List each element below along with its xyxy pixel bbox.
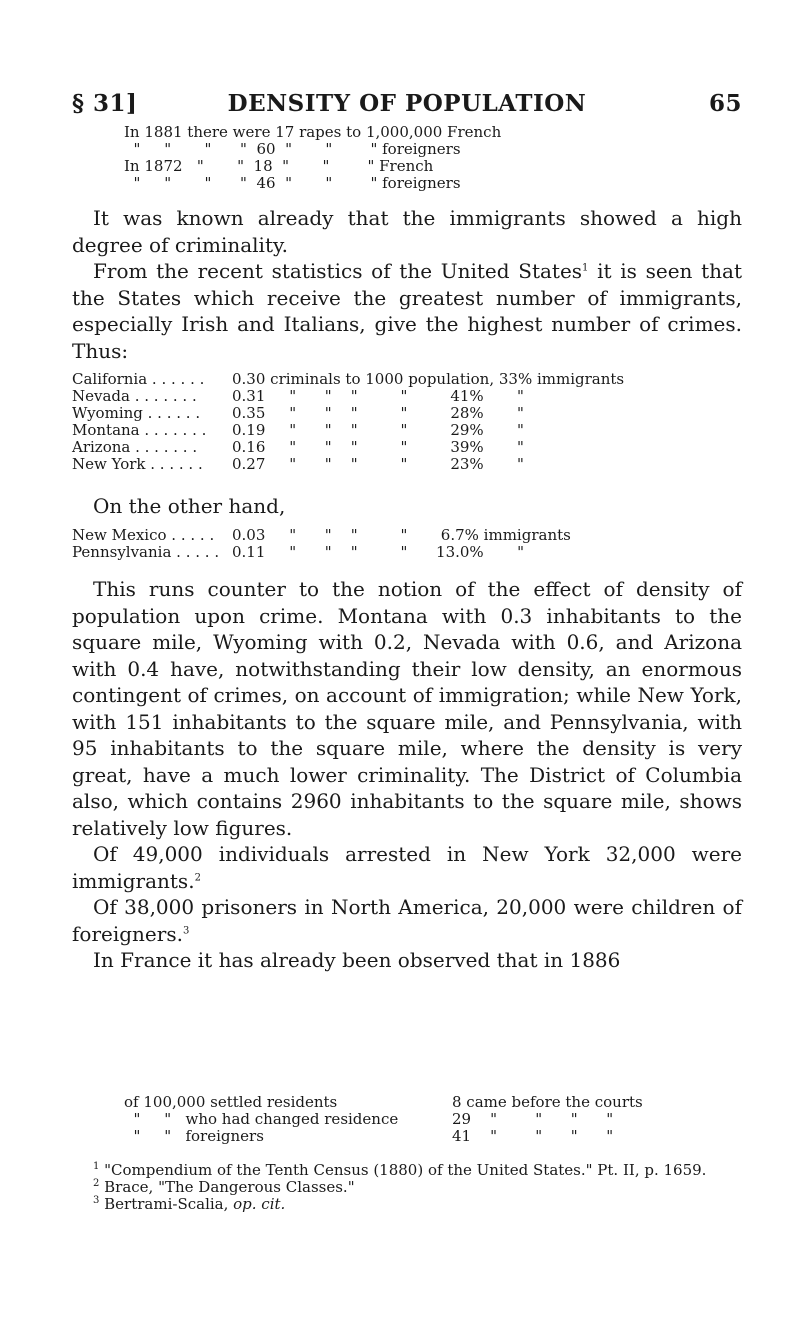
state-values: 0.03 " " " " 6.7% immigrants: [232, 526, 571, 544]
paragraph-group-1: [72, 205, 742, 364]
state-values: 0.27 " " " " 23% ": [232, 455, 524, 473]
footnote-ref: 2: [194, 871, 201, 883]
paragraph: It was known already that the immigrants showed a high degree of criminality.: [72, 206, 742, 257]
table-row: " " " " 46 " " " foreigners: [124, 174, 461, 192]
state-name: California . . . . . .: [72, 370, 205, 388]
state-name: New York . . . . . .: [72, 455, 203, 473]
state-name: Nevada . . . . . . .: [72, 387, 197, 405]
paragraph: Of 49,000 individuals arrested in New York 32,000 were immigrants.$^2$: [72, 842, 742, 893]
other-hand-line: On the other hand,: [93, 494, 286, 518]
state-name: Pennsylvania . . . . .: [72, 543, 220, 561]
footnote: $^1$ "Compendium of the Tenth Census (1880) of the United States." Pt. II, p. 1659.: [93, 1161, 707, 1179]
table-row: " " " " 60 " " " foreigners: [124, 140, 461, 158]
footnote: $^3$ Bertrami-Scalia, op. cit.: [93, 1195, 286, 1213]
state-values: 0.35 " " " " 28% ": [232, 404, 524, 422]
state-values: 0.31 " " " " 41% ": [232, 387, 524, 405]
state-values: 0.30 criminals to 1000 population, 33% immigrants: [232, 370, 625, 388]
paragraph: From the recent statistics of the United States$^1$ it is seen that the States which receive the greatest number of immigrants, especially Irish and Italians, give the highest number of crimes. Thus:: [72, 259, 742, 363]
table-cell: " " who had changed residence: [124, 1110, 399, 1128]
paragraph: In France it has already been observed that in 1886: [93, 948, 621, 972]
table-cell: 8 came before the courts: [452, 1093, 643, 1111]
table-row: In 1872 " " 18 " " " French: [124, 157, 434, 175]
state-name: New Mexico . . . . .: [72, 526, 215, 544]
paragraph: This runs counter to the notion of the effect of density of population upon crime. Montana with 0.3 inhabitants to the square mile, Wyoming with 0.2, Nevada with 0.6, and Arizona with 0.4 have, notwithstanding their low density, an enormous contingent of crimes, on account of immigration; while New York, with 151 inhabitants to the square mile, and Pennsylvania, with 95 inhabitants to the square mile, where the density is very great, have a much lower criminality. The District of Columbia also, which contains 2960 inhabitants to the square mile, shows relatively low figures.: [72, 577, 742, 840]
state-name: Wyoming . . . . . .: [72, 404, 201, 422]
section-number: § 31]: [72, 90, 138, 117]
state-name: Arizona . . . . . . .: [72, 438, 198, 456]
page-number: 65: [708, 90, 742, 117]
state-values: 0.11 " " " " 13.0% ": [232, 543, 524, 561]
table-row: In 1881 there were 17 rapes to 1,000,000 French: [124, 123, 502, 141]
footnote-ref: 1: [582, 262, 589, 274]
state-values: 0.19 " " " " 29% ": [232, 421, 524, 439]
chapter-title: DENSITY OF POPULATION: [227, 90, 587, 117]
paragraph-group-2: [72, 576, 742, 974]
footnotes: [72, 1162, 742, 1213]
paragraph: Of 38,000 prisoners in North America, 20,000 were children of foreigners.$^3$: [72, 895, 742, 946]
footnote-ref: 3: [182, 924, 190, 936]
footnote: $^2$ Brace, "The Dangerous Classes.": [93, 1178, 355, 1196]
state-values: 0.16 " " " " 39% ": [232, 438, 524, 456]
table-cell: 29 " " " ": [452, 1110, 614, 1128]
table-cell: of 100,000 settled residents: [124, 1093, 338, 1111]
table-cell: 41 " " " ": [452, 1127, 614, 1145]
table-cell: " " foreigners: [124, 1127, 264, 1145]
state-name: Montana . . . . . . .: [72, 421, 207, 439]
